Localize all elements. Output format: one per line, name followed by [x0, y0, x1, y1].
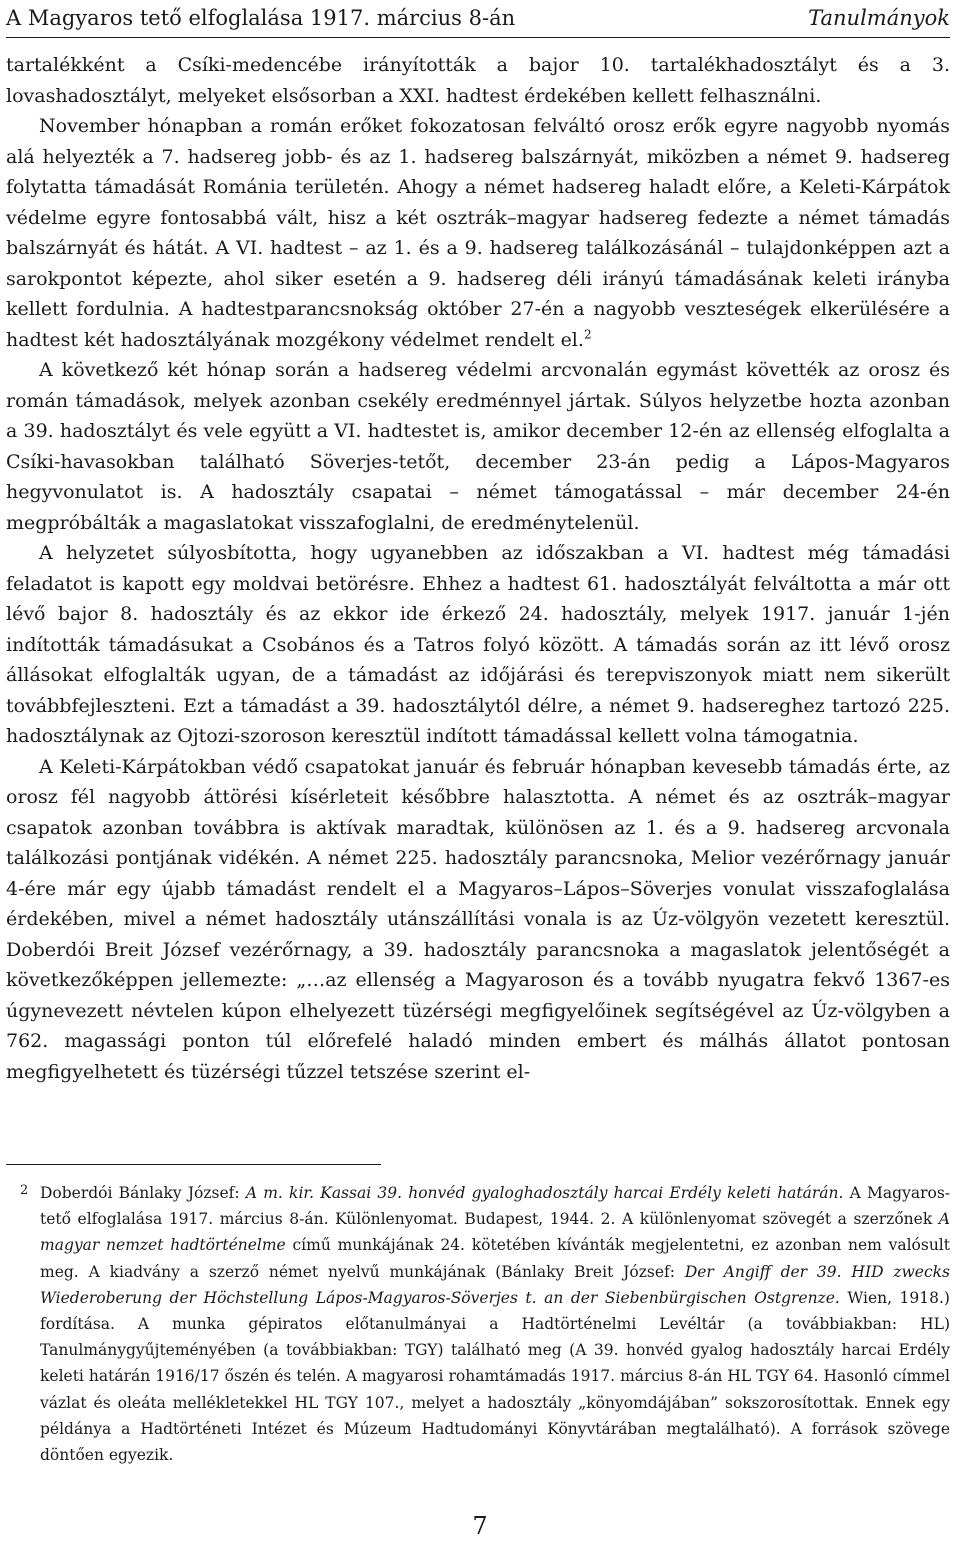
paragraph-text: tartalékként a Csíki-medencébe irányították a bajor 10. tartalékhadosztályt és a 3. lovashadosztályt, melyeket elsősorban a XXI. hadtest érdekében kellett felhasználni.	[6, 54, 950, 107]
paragraph	[6, 355, 950, 538]
paragraph	[6, 538, 950, 752]
paragraph-text: A következő két hónap során a hadsereg védelmi arcvonalán egymást követték az orosz és román támadások, melyek azonban csekély eredménnyel jártak. Súlyos helyzetbe hozta azonban a 39. hadosztályt és vele együtt a VI. hadtestet is, amikor december 12-én az ellenség elfoglalta a Csíki-havasokban található Söverjes-tetőt, december 23-án pedig a Lápos-Magyaros hegyvonulatot is. A hadosztály csapatai – német támogatással – már december 24-én megpróbálták a magaslatokat visszafoglalni, de eredménytelenül.	[6, 359, 950, 534]
paragraph-text: A Keleti-Kárpátokban védő csapatokat január és február hónapban kevesebb támadás érte, az orosz fél nagyobb áttörési kísérleteit későbbre halasztotta. A német és az osztrák–magyar csapatok azonban továbbra is aktívak maradtak, különösen az 1. és a 9. hadsereg arcvonala találkozási pontjának vidékén. A német 225. hadosztály parancsnoka, Melior vezérőrnagy január 4-ére már egy újabb támadást rendelt el a Magyaros–Lápos–Söverjes vonulat visszafoglalása érdekében, mivel a német hadosztály utánszállítási vonala is az Úz-völgyön vezetett keresztül. Doberdói Breit József vezérőrnagy, a 39. hadosztály parancsnoka a magaslatok jelentőségét a következőképpen jellemezte: „…az ellenség a Magyaroson és a tovább nyugatra fekvő 1367-es úgynevezett névtelen kúpon elhelyezett tüzérségi megfigyelőinek segítségével az Úz-völgyben a 762. magassági ponton túl előrefelé haladó minden embert és málhás állatot pontosan megfigyelhetett és tüzérségi tűzzel tetszése szerint el-	[6, 755, 950, 1083]
footnote-book-title: A magyar nemzet hadtörténelme	[40, 1210, 950, 1255]
footnote-text-part: című munkájának 24. kötetében kívánták megjelentetni, ez azonban nem valósult meg. A kiadvány a szerző német nyelvű munkájának (Bánlaky Breit József:	[40, 1236, 950, 1281]
footnote-book-title: Der Angiff der 39. HID zwecks Wiederoberung der Höchstellung Lápos-Magyaros-Söverjes t. an der Siebenbürgischen Ostgrenze.	[40, 1262, 950, 1307]
footnote-reference[interactable]: 2	[583, 327, 592, 342]
footnote-author: Doberdói Bánlaky József:	[40, 1184, 246, 1202]
footnote-book-title: A m. kir. Kassai 39. honvéd gyaloghadosztály harcai Erdély keleti határán.	[245, 1184, 844, 1202]
paragraph-text: November hónapban a román erőket fokozatosan felváltó orosz erők egyre nagyobb nyomás alá helyezték a 7. hadsereg jobb- és az 1. hadsereg balszárnyát, miközben a német 9. hadsereg folytatta támadását Románia területén. Ahogy a német hadsereg haladt előre, a Keleti-Kárpátok védelme egyre fontosabbá vált, hisz a két osztrák–magyar hadsereg fedezte a német támadás balszárnyát és hátát. A VI. hadtest – az 1. és a 9. hadsereg találkozásánál – tulajdonképpen azt a sarokpontot képezte, ahol siker esetén a 9. hadsereg déli irányú támadásának keleti irányba kellett fordulnia. A hadtestparancsnokság október 27-én a nagyobb veszteségek elkerülésére a hadtest két hadosztályának mozgékony védelmet rendelt el.	[6, 115, 950, 351]
main-text	[6, 50, 950, 1087]
paragraph-text: A helyzetet súlyosbította, hogy ugyanebben az időszakban a VI. hadtest még támadási feladatot is kapott egy moldvai betörésre. Ehhez a hadtest 61. hadosztályát felváltotta a már ott lévő bajor 8. hadosztály és az ekkor ide érkező 24. hadosztály, melyek 1917. január 1-jén indították támadásukat a Csobános és a Tatros folyó között. A támadás során az itt lévő orosz állásokat elfoglalták ugyan, de a támadást az időjárási és terepviszonyok miatt nem sikerült továbbfejleszteni. Ezt a támadást a 39. hadosztálytól délre, a német 9. hadsereghez tartozó 225. hadosztálynak az Ojtozi-szoroson keresztül indított támadással kellett volna támogatnia.	[6, 542, 950, 747]
paragraph	[6, 752, 950, 1088]
running-header	[6, 0, 950, 36]
header-rule	[6, 37, 950, 38]
footnote-rule	[6, 1164, 381, 1165]
page-number: 7	[472, 1512, 488, 1540]
paragraph	[6, 111, 950, 355]
footnote-number: 2	[20, 1183, 29, 1198]
header-title: A Magyaros tető elfoglalása 1917. március 8-án	[6, 6, 516, 30]
footnote-text-part: Wien, 1918.) fordítása. A munka gépiratos előtanulmányai a Hadtörténelmi Levéltár (a továbbiakban: HL) Tanulmánygyűjteményében (a továbbiakban: TGY) található meg (A 39. honvéd gyalog hadosztály harcai Erdély keleti határán 1916/17 őszén és telén. A magyarosi rohamtámadás 1917. március 8-án HL TGY 64. Hasonló címmel vázlat és oleáta mellékletekkel HL TGY 107., melyet a hadosztály „könyomdájában” sokszorosítottak. Ennek egy példánya a Hadtörténeti Intézet és Múzeum Hadtudományi Könyvtárában megtalálható). A források szövege döntően egyezik.	[40, 1288, 950, 1465]
header-section: Tanulmányok	[808, 6, 950, 30]
footnote	[6, 1180, 950, 1468]
footnote-text-part: A Magyaros-tető elfoglalása 1917. március 8-án. Különlenyomat. Budapest, 1944. 2. A különlenyomat szövegét a szerzőnek	[40, 1184, 951, 1229]
paragraph	[6, 50, 950, 111]
footnote-text	[40, 1180, 950, 1468]
